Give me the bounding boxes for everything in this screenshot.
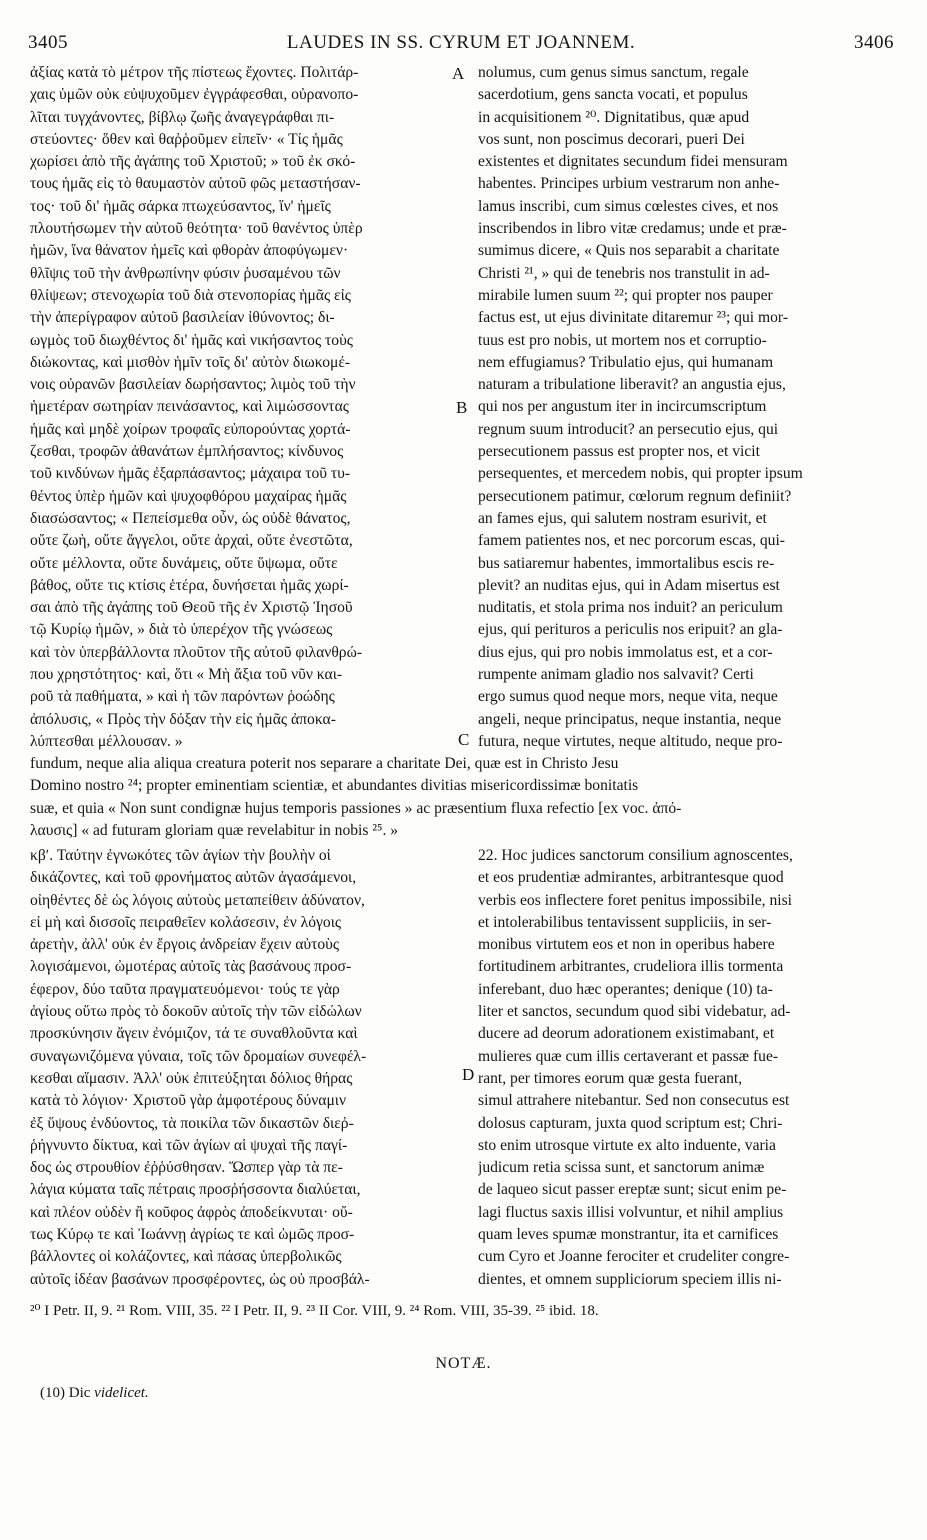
greek-text-line: λῖται τυγχάνοντες, βίβλῳ ζωῆς ἀναγεγράφθαι πι-	[30, 108, 335, 126]
greek-text-line: νοις οὐρανῶν βασιλείαν δωρήσαντος; λιμὸς τοῦ τὴν	[30, 376, 356, 394]
latin-text-line: nem effugiamus? Tribulatio ejus, qui humanam	[478, 353, 774, 371]
margin-marker-d: D	[462, 1065, 475, 1084]
greek-text-line: οὔτε ζωὴ, οὔτε ἄγγελοι, οὔτε ἀρχαὶ, οὔτε ἐνεστῶτα,	[30, 532, 353, 550]
notae-heading: NOTÆ.	[435, 1355, 492, 1372]
latin-text-line: judicum retia scissa sunt, et sanctorum animæ	[478, 1159, 765, 1177]
greek-text-line: τοῦ κινδύνων ἡμᾶς ἐξαρπάσαντος; μάχαιρα τοῦ τυ-	[30, 465, 351, 483]
latin-text-line: lagi fluctus saxis illisi volvuntur, et nihil amplius	[478, 1203, 784, 1221]
greek-text-line: που χρηστότητος· καὶ, ὅτι « Μὴ ἄξια τοῦ νῦν και-	[30, 666, 343, 684]
latin-text-line: 22. Hoc judices sanctorum consilium agnoscentes,	[478, 847, 793, 864]
full-width-text-line: Domino nostro ²⁴; propter eminentiam scientiæ, et abundantes divitias misericordissimæ bonitatis	[30, 777, 639, 795]
latin-text-line: tuus est pro nobis, ut mortem nos et corruptio-	[478, 331, 767, 349]
greek-text-line: ῥήγνυντο δίκτυα, καὶ τῶν ἁγίων αἱ ψυχαὶ τῆς παγί-	[30, 1136, 348, 1154]
greek-text-line: συναγωνιζόμενα γύναια, τοῖς τῶν δρομαίων συνεφέλ-	[30, 1047, 367, 1065]
latin-text-line: sto enim utrosque virtute ex alto induente, varia	[478, 1136, 776, 1154]
latin-text-line: inferebant, duo hæc operantes; denique (10) ta-	[478, 980, 773, 998]
greek-text-line: διασώσαντος; « Πεπείσμεθα οὖν, ὡς οὐδὲ θάνατος,	[30, 509, 351, 527]
greek-text-line: λάγια κύματα ταῖς πέτραις προσῤήσσοντα διαλύεται,	[30, 1181, 361, 1199]
latin-text-line: fortitudinem arbitrantes, crudeliora illis tormenta	[478, 958, 784, 976]
greek-text-line: βάθος, οὔτε τις κτίσις ἑτέρα, δυνήσεται ἡμᾶς χωρί-	[30, 576, 349, 594]
latin-text-line: angeli, neque principatus, neque instantia, neque	[478, 710, 782, 728]
page-header	[28, 32, 894, 58]
greek-text-line: θλίψεων; στενοχωρία τοῦ διὰ στενοπορίας ἡμᾶς εἰς	[30, 286, 351, 304]
latin-text-line: liter et sanctos, secundum quod sibi videbatur, ad-	[478, 1003, 791, 1021]
greek-text-line: δικάζοντες, καὶ τοῦ φρονήματος αὐτῶν ἀγασάμενοι,	[30, 869, 357, 887]
latin-text-line: quam leves spumæ monstrantur, ita et carnifices	[478, 1226, 779, 1244]
greek-text-line: τὴν ἀπερίγραφον αὐτοῦ βασιλείαν ἰθύνοντος; δι-	[30, 309, 335, 327]
margin-marker-b: B	[456, 398, 468, 417]
greek-text-line: τως Κύρῳ τε καὶ Ἰωάννῃ ἀγρίως τε καὶ ὠμῶς προσ-	[30, 1226, 355, 1244]
latin-text-line: dolosus capturam, juxta quod scriptum est; Chri-	[478, 1114, 783, 1132]
greek-text-line: ἐξ ὕψους ἐνδύοντος, τὰ ποικίλα τῶν δικαστῶν διεῤ-	[30, 1114, 354, 1132]
greek-text-line: τῷ Κυρίῳ ἡμῶν, » διὰ τὸ ὑπερέχον τῆς γνώσεως	[30, 621, 333, 639]
latin-text-line: dientes, et omnem suppliciorum speciem illis ni-	[478, 1270, 782, 1288]
greek-text-line: διώκοντας, καὶ μισθὸν ἡμῖν τοῖς δι' αὐτὸν διωκομέ-	[30, 353, 351, 371]
latin-text-line: naturam a tribulatione liberavit? an angustia ejus,	[478, 376, 786, 394]
latin-text-line: lamus inscribi, cum simus cœlestes cives, et nos	[478, 197, 779, 215]
greek-text-line: χωρίσει ἀπὸ τῆς ἀγάπης τοῦ Χριστοῦ; » τοῦ ἐκ σκό-	[30, 153, 356, 171]
greek-text-line: σαι ἀπὸ τῆς ἀγάπης τοῦ Θεοῦ τῆς ἐν Χριστῷ Ἰησοῦ	[30, 599, 353, 617]
note-10	[40, 1385, 149, 1402]
greek-text-line: εἰ μὴ καὶ δισσοῖς πειραθεῖεν κολάσεσιν, ἐν λόγοις	[30, 913, 342, 931]
greek-text-line: αὐτοῖς ἰδέαν βασάνων προσφέροντες, ὡς οὐ προσβάλ-	[30, 1270, 370, 1288]
latin-text-line: simul attrahere nitebantur. Sed non consecutus est	[478, 1092, 790, 1110]
greek-text-line: ἡμᾶς καὶ μηδὲ χοίρων τροφαῖς εὐπορούντας χορτά-	[30, 420, 351, 438]
page-number-left: 3405	[28, 32, 68, 53]
latin-text-line: nuditatis, et stola prima nos induit? an periculum	[478, 599, 783, 617]
greek-text-line: ἁγίους οὕτω πρὸς τὸ δοκοῦν αὐτοῖς τὴν τῶν εἰδώλων	[30, 1003, 362, 1021]
latin-text-line: factus est, ut ejus divinitate ditaremur ²³; qui mor-	[478, 309, 789, 327]
latin-text-line: de laqueo sicut passer ereptæ sunt; sicut enim pe-	[478, 1181, 787, 1199]
latin-text-line: an fames ejus, qui salutem nostram esurivit, et	[478, 509, 767, 527]
latin-text-line: plevit? an nuditas ejus, qui in Adam misertus est	[478, 576, 780, 594]
greek-text-line: προσκύνησιν ἄγειν ἐνόμιζον, τά τε συναθλοῦντα καὶ	[30, 1025, 358, 1043]
latin-text-line: habentes. Principes urbium vestrarum non anhe-	[478, 175, 780, 193]
latin-text-line: nolumus, cum genus simus sanctum, regale	[478, 64, 749, 81]
greek-text-line: ροῦ τὰ παθήματα, » καὶ ἡ τῶν παρόντων ῥοώδης	[30, 688, 335, 706]
page-number-right: 3406	[854, 32, 894, 53]
latin-text-line: verbis eos inflectere foret penitus impossibile, nisi	[478, 891, 792, 909]
full-width-text-line: λαυσις] « ad futuram gloriam quæ revelabitur in nobis ²⁵. »	[30, 821, 399, 839]
latin-column-bottom	[478, 845, 890, 1291]
latin-text-line: et intolerabilibus tentavissent suppliciis, in ser-	[478, 913, 772, 931]
latin-text-line: persecutionem patimur, cœlorum regnum definiit?	[478, 487, 792, 505]
latin-text-line: rant, per timores eorum quæ gesta fuerant,	[478, 1069, 743, 1087]
greek-text-line: πλουτήσωμεν τὴν αὐτοῦ θεότητα· τοῦ θανέντος ὑπὲρ	[30, 220, 363, 238]
latin-text-line: ducere ad deorum adorationem existimabant, et	[478, 1025, 775, 1043]
latin-text-line: rumpente animam gladio nos salvavit? Certi	[478, 666, 754, 684]
greek-text-line: ἀξίας κατὰ τὸ μέτρον τῆς πίστεως ἔχοντες. Πολιτάρ-	[30, 64, 359, 81]
greek-text-line: ἀπόλυσις, « Πρὸς τὴν δόξαν τὴν εἰς ἡμᾶς ἀποκα-	[30, 710, 336, 728]
latin-text-line: sumimus dicere, « Quis nos separabit a charitate	[478, 242, 780, 260]
latin-text-line: vos sunt, non poscimus decorari, pueri Dei	[478, 130, 745, 148]
latin-text-line: monibus virtutem eos et non in operibus habere	[478, 936, 775, 954]
greek-text-line: τος· τοῦ δι' ἡμᾶς σάρκα πτωχεύσαντος, ἵν' ἡμεῖς	[30, 197, 331, 215]
latin-text-line: dius ejus, qui pro nobis immolatus est, et a cor-	[478, 643, 773, 661]
greek-text-line: τους ἡμᾶς εἰς τὸ θαυμαστὸν αὐτοῦ φῶς μεταστήσαν-	[30, 175, 361, 193]
latin-text-line: persecutionem passus est propter nos, et vicit	[478, 443, 760, 461]
greek-text-line: λογισάμενοι, ὠμοτέρας αὐτοῖς τὰς βασάνους προσ-	[30, 958, 352, 976]
latin-text-line: inscribendos in libro vitæ credamus; unde et præ-	[478, 220, 787, 238]
latin-text-line: bus satiaremur habentes, immortalibus escis re-	[478, 554, 775, 572]
note-10-text: videlicet.	[94, 1385, 149, 1401]
greek-text-line: ζεσθαι, τροφῶν ἀθανάτων ἐμπλήσαντος; κίνδυνος	[30, 443, 344, 461]
greek-text-line: ἡμετέραν σωτηρίαν πεινάσαντος, καὶ λιμώσσοντας	[30, 398, 349, 416]
latin-text-line: ejus, qui perituros a periculis nos eripuit? an gla-	[478, 621, 783, 639]
latin-text-line: Christi ²¹, » qui de tenebris nos transtulit in ad-	[478, 264, 770, 282]
greek-column-bottom	[30, 845, 452, 1291]
latin-column-top	[478, 62, 890, 753]
greek-text-line: οὔτε μέλλοντα, οὔτε δυνάμεις, οὔτε ὕψωμα, οὔτε	[30, 554, 338, 572]
greek-text-line: ἡμῶν, ἵνα θάνατον ἡμεῖς καὶ φθορὰν ἀποφύγωμεν·	[30, 242, 349, 260]
greek-text-line: κατὰ τὸ λόγιον· Χριστοῦ γὰρ ἀμφοτέρους δύναμιν	[30, 1092, 347, 1110]
latin-text-line: existentes et dignitates secundum fidei mensuram	[478, 153, 788, 171]
greek-text-line: ωγμὸς τοῦ διωχθέντος δι' ἡμᾶς καὶ νικήσαντος τοὺς	[30, 331, 353, 349]
greek-text-line: έφερον, δύο ταῦτα πραγματευόμενοι· τούς τε γὰρ	[30, 980, 340, 998]
greek-text-line: κβʹ. Ταύτην ἐγνωκότες τῶν ἁγίων τὴν βουλὴν οἱ	[30, 847, 331, 864]
running-title: LAUDES IN SS. CYRUM ET JOANNEM.	[286, 32, 636, 53]
note-10-label: (10) Dic	[40, 1385, 91, 1401]
full-width-text-line: fundum, neque alia aliqua creatura poterit nos separare a charitate Dei, quæ est in Christo Jesu	[30, 755, 619, 772]
footnotes: ²⁰ I Petr. II, 9. ²¹ Rom. VIII, 35. ²² I Petr. II, 9. ²³ II Cor. VIII, 9. ²⁴ Rom. VIII, 35-39. ²⁵ ibid. 18.	[30, 1303, 599, 1319]
margin-marker-a: A	[452, 64, 465, 83]
latin-text-line: et eos prudentiæ admirantes, arbitrantesque quod	[478, 869, 784, 887]
greek-text-line: βάλλοντες οἱ κολάζοντες, καὶ πάσας ὑπερβολικῶς	[30, 1248, 342, 1266]
greek-text-line: οἰηθέντες δὲ ὡς λόγοις αὐτοὺς μεταπείθειν ἀδύνατον,	[30, 891, 365, 909]
greek-text-line: καὶ τὸν ὑπερβάλλοντα πλοῦτον τῆς αὐτοῦ φιλανθρώ-	[30, 643, 363, 661]
latin-text-line: famem patientes nos, et nec porcorum escas, qui-	[478, 532, 786, 550]
latin-text-line: sacerdotium, gens sancta vocati, et populus	[478, 86, 748, 104]
greek-text-line: ἀρετὴν, ἀλλ' οὐκ ἐν ἔργοις ἀνδρείαν ἔχειν αὐτοὺς	[30, 936, 340, 954]
greek-text-line: δος ὡς στρουθίον ἐῤῥύσθησαν. Ὥσπερ γὰρ τὰ πε-	[30, 1159, 343, 1177]
greek-column-top	[30, 62, 452, 753]
latin-text-line: futura, neque virtutes, neque altitudo, neque pro-	[478, 732, 783, 750]
margin-marker-c: C	[458, 730, 470, 749]
greek-text-line: χαις ὑμῶν οὐκ εὐψυχοῦμεν ἐγγράφεσθαι, οὐρανοπο-	[30, 86, 359, 104]
greek-text-line: λύπτεσθαι μέλλουσαν. »	[30, 732, 183, 750]
full-width-text-line: suæ, et quia « Non sunt condignæ hujus temporis passiones » ac præsentium fluxa refectio [ex voc. ἀπό-	[30, 799, 682, 817]
latin-text-line: ergo sumus quod neque mors, neque vita, neque	[478, 688, 778, 706]
greek-text-line: στεύοντες· ὅθεν καὶ θαῤῥοῦμεν εἰπεῖν· « Τίς ἡμᾶς	[30, 130, 343, 148]
greek-text-line: θέντος ὑπὲρ ἡμῶν καὶ ψυχοφθόρου μαχαίρας ἡμᾶς	[30, 487, 347, 505]
full-width-lines	[30, 753, 890, 842]
greek-text-line: θλῖψις τοῦ τὴν ἀνθρωπίνην φύσιν ῥυσαμένου τῶν	[30, 264, 341, 282]
latin-text-line: qui nos per angustum iter in incircumscriptum	[478, 398, 767, 416]
latin-text-line: persequentes, et mercedem nobis, qui propter ipsum	[478, 465, 803, 483]
latin-text-line: mirabile lumen suum ²²; qui propter nos pauper	[478, 286, 773, 304]
greek-text-line: κεσθαι αἵμασιν. Ἀλλ' οὐκ ἐπιτεύξηται δόλιος θήρας	[30, 1069, 353, 1087]
latin-text-line: in acquisitionem ²⁰. Dignitatibus, quæ apud	[478, 108, 750, 126]
latin-text-line: mulieres quæ cum illis certaverant et passæ fue-	[478, 1047, 779, 1065]
latin-text-line: regnum suum introducit? an persecutio ejus, qui	[478, 420, 779, 438]
latin-text-line: cum Cyro et Joanne ferociter et crudeliter congre-	[478, 1248, 790, 1266]
greek-text-line: καὶ πλέον οὐδὲν ἢ κοῦφος ἀφρὸς ἀποδείκνυται· οὔ-	[30, 1203, 353, 1221]
